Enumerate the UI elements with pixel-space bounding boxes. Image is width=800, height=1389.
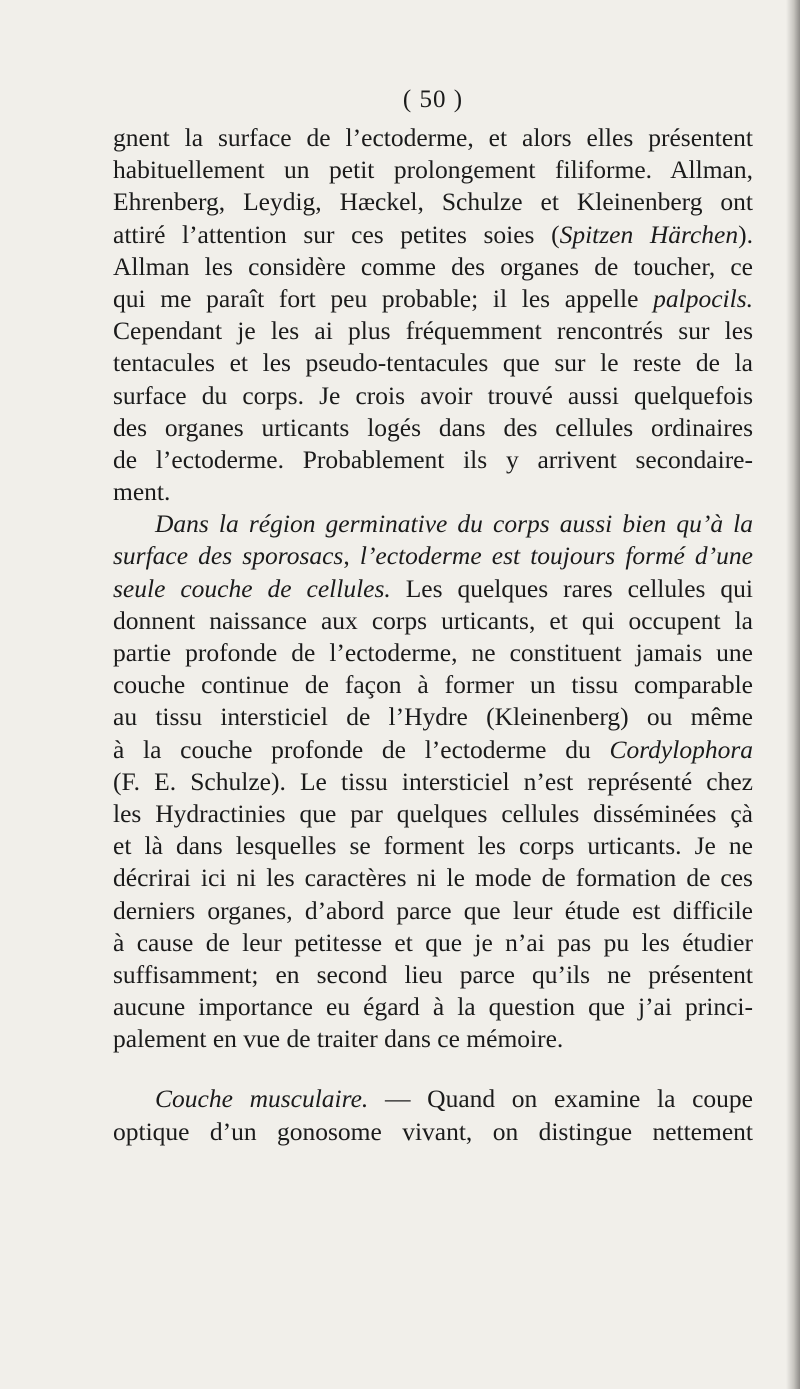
text-segment: à la couche profonde de l’ectoderme du (113, 734, 610, 764)
text-segment: suffisamment; en second lieu parce qu’ils ne présentent (113, 959, 753, 989)
body-text (113, 122, 753, 1148)
text-line (113, 637, 753, 669)
text-segment: Cependant je les ai plus fréquemment rencontrés sur les (113, 316, 753, 346)
text-line (113, 380, 753, 412)
text-segment: décrirai ici ni les caractères ni le mode de formation de ces (113, 863, 753, 893)
text-line (113, 991, 753, 1023)
text-segment: donnent naissance aux corps urticants, et qui occupent la (113, 605, 753, 635)
text-segment: les Hydractinies que par quelques cellules disséminées çà (113, 798, 753, 828)
text-line (113, 959, 753, 991)
text-segment: de l’ectoderme. Probablement ils y arrivent secondaire- (113, 444, 753, 474)
text-segment: couche continue de façon à former un tissu comparable (113, 670, 753, 700)
text-line (113, 219, 753, 251)
text-line (113, 734, 753, 766)
text-line (113, 669, 753, 701)
text-line (113, 895, 753, 927)
page-number: ( 50 ) (402, 86, 464, 113)
text-segment: ). (738, 219, 753, 249)
text-segment: habituellement un petit prolongement filiforme. Allman, (113, 155, 753, 185)
text-segment: ment. (113, 477, 171, 507)
italic-text: surface des sporosacs (113, 541, 344, 571)
text-line (113, 605, 753, 637)
text-line (113, 927, 753, 959)
text-segment: au tissu intersticiel de l’Hydre (Kleinenberg) ou même (113, 702, 753, 732)
italic-text: palpocils. (653, 283, 753, 313)
text-line (113, 315, 753, 347)
text-line (113, 154, 753, 186)
italic-text: Cordylophora (609, 734, 753, 764)
text-line (113, 540, 753, 572)
text-segment: à cause de leur petitesse et que je n’ai pas pu les étudier (113, 927, 753, 957)
text-line (113, 251, 753, 283)
text-segment: qui me paraît fort peu probable; il les appelle (113, 283, 654, 313)
text-line (113, 444, 753, 476)
italic-text: l’ectoderme est toujours formé d’une (359, 541, 753, 571)
text-segment: optique d’un gonosome vivant, on distingue nettement (113, 1116, 753, 1146)
paragraph (113, 122, 753, 508)
text-line (113, 283, 753, 315)
text-line (113, 830, 753, 862)
italic-text: Dans la région germinative du corps aussi bien qu’à la (155, 509, 753, 539)
paragraph (113, 508, 753, 1055)
paragraph-gap (113, 1055, 753, 1083)
text-segment: Les quelques rares cellules qui (390, 573, 753, 603)
page-edge-shadow (786, 0, 800, 1389)
text-segment: (F. E. Schulze). Le tissu intersticiel n’est représenté chez (113, 766, 753, 796)
text-segment: — Quand on examine la coupe (368, 1084, 753, 1114)
text-segment: attiré l’attention sur ces petites soies ( (113, 219, 560, 249)
text-line (113, 122, 753, 154)
text-line (113, 508, 753, 540)
text-line (113, 573, 753, 605)
text-line (113, 798, 753, 830)
italic-text: Spitzen Härchen (559, 219, 739, 249)
text-segment: palement en vue de traiter dans ce mémoire. (113, 1024, 564, 1054)
text-segment: tentacules et les pseudo-tentacules que sur le reste de la (113, 348, 753, 378)
text-line (113, 476, 753, 508)
text-segment: surface du corps. Je crois avoir trouvé aussi quelquefois (113, 380, 753, 410)
text-line (113, 1083, 753, 1115)
text-line (113, 766, 753, 798)
text-line (113, 412, 753, 444)
paragraph (113, 1083, 753, 1147)
text-segment: Ehrenberg, Leydig, Hæckel, Schulze et Kleinenberg ont (113, 187, 753, 217)
text-line (113, 862, 753, 894)
text-line (113, 1116, 753, 1148)
text-segment: aucune importance eu égard à la question que j’ai princi- (113, 992, 753, 1022)
text-line (113, 186, 753, 218)
italic-text: seule couche de cellules. (113, 573, 391, 603)
text-segment: derniers organes, d’abord parce que leur étude est difficile (113, 895, 753, 925)
text-segment: et là dans lesquelles se forment les corps urticants. Je ne (113, 831, 753, 861)
text-segment: , (343, 541, 360, 571)
text-segment: partie profonde de l’ectoderme, ne constituent jamais une (113, 638, 753, 667)
document-page (113, 86, 753, 1148)
text-line (113, 1023, 753, 1055)
italic-text: Couche musculaire. (155, 1084, 369, 1114)
text-segment: Allman les considère comme des organes de toucher, ce (113, 251, 753, 281)
text-segment: gnent la surface de l’ectoderme, et alors elles présentent (113, 123, 753, 152)
text-line (113, 347, 753, 379)
text-line (113, 701, 753, 733)
text-segment: des organes urticants logés dans des cellules ordinaires (113, 412, 753, 442)
